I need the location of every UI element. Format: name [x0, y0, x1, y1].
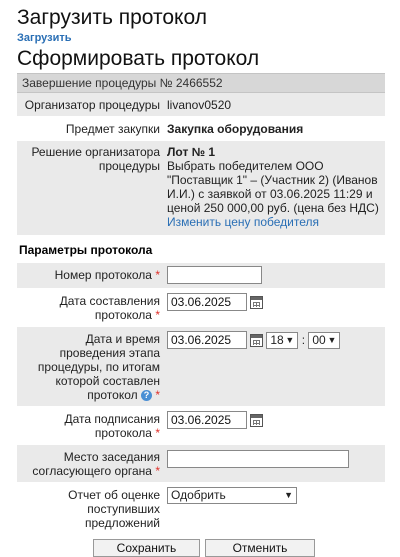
sign-date-input[interactable]	[167, 411, 247, 429]
compose-date-input[interactable]	[167, 293, 247, 311]
calendar-icon[interactable]	[250, 414, 263, 427]
upload-link[interactable]: Загрузить	[17, 32, 72, 44]
number-cell	[163, 263, 385, 288]
required-mark: *	[155, 464, 160, 478]
required-mark: *	[155, 308, 160, 322]
sign-date-label-text: Дата подписания протокола	[64, 412, 160, 440]
stage-hour-select[interactable]	[266, 332, 298, 349]
report-label: Отчет об оценке поступивших предложений	[68, 488, 160, 530]
decision-value	[163, 141, 385, 235]
stage-datetime-label-text: Дата и время проведения этапа процедуры, по итогам которой составлен протокол	[37, 332, 160, 402]
lot-title: Лот № 1	[167, 145, 216, 159]
chevron-down-icon: ▼	[284, 490, 293, 500]
subject-value: Закупка оборудования	[167, 122, 304, 136]
protocol-number-input[interactable]	[167, 266, 262, 284]
meeting-place-row	[17, 445, 385, 483]
meeting-place-input[interactable]	[167, 450, 349, 468]
compose-date-label-text: Дата составления протокола	[59, 294, 160, 322]
stage-datetime-label	[17, 327, 163, 406]
time-separator: :	[301, 333, 306, 347]
report-select[interactable]	[167, 487, 297, 504]
params-title: Параметры протокола	[19, 243, 153, 257]
required-mark: *	[155, 268, 160, 282]
section-header: Завершение процедуры № 2466552	[17, 73, 385, 93]
decision-text: Выбрать победителем ООО "Поставщик 1" – (Участник 2) (Иванов И.И.) с заявкой от 03.06.2025 11:29 и ценой 250 000,00 руб. (цена без НДС)	[167, 159, 379, 215]
protocol-form	[17, 73, 385, 557]
stage-datetime-row	[17, 327, 385, 407]
help-icon[interactable]: ?	[141, 390, 152, 401]
meeting-place-label-text: Место заседания согласующего органа	[32, 450, 160, 478]
subject-label: Предмет закупки	[65, 122, 160, 136]
compose-date-label	[17, 289, 163, 326]
chevron-down-icon: ▼	[327, 335, 337, 346]
number-label-text: Номер протокола	[54, 268, 152, 282]
report-cell	[163, 483, 385, 534]
report-row	[17, 483, 385, 535]
subject-row	[17, 117, 385, 141]
stage-minute-select[interactable]	[308, 332, 340, 349]
required-mark: *	[155, 388, 160, 402]
decision-label: Решение организатора процедуры	[31, 145, 160, 173]
organizer-row	[17, 93, 385, 117]
required-mark: *	[155, 426, 160, 440]
calendar-icon[interactable]	[250, 334, 263, 347]
sign-date-cell	[163, 407, 385, 444]
number-label	[17, 263, 163, 288]
number-row	[17, 263, 385, 289]
chevron-down-icon: ▼	[285, 335, 295, 346]
form-title: Сформировать протокол	[17, 47, 260, 70]
sign-date-label	[17, 407, 163, 444]
cancel-button[interactable]: Отменить	[205, 539, 315, 557]
stage-minute-value: 00	[312, 333, 326, 348]
save-button[interactable]: Сохранить	[93, 539, 200, 557]
meeting-place-label	[17, 445, 163, 482]
decision-row	[17, 141, 385, 236]
report-select-value: Одобрить	[171, 488, 226, 502]
organizer-label: Организатор процедуры	[24, 98, 160, 112]
calendar-icon[interactable]	[250, 296, 263, 309]
organizer-value: livanov0520	[167, 98, 232, 112]
change-price-link[interactable]: Изменить цену победителя	[167, 215, 319, 229]
meeting-place-cell	[163, 445, 385, 482]
compose-date-cell	[163, 289, 385, 326]
form-actions	[17, 535, 385, 557]
stage-datetime-cell	[163, 327, 385, 406]
stage-date-input[interactable]	[167, 331, 247, 349]
compose-date-row	[17, 289, 385, 327]
sign-date-row	[17, 407, 385, 445]
stage-hour-value: 18	[270, 333, 284, 348]
page-title: Загрузить протокол	[17, 6, 207, 29]
